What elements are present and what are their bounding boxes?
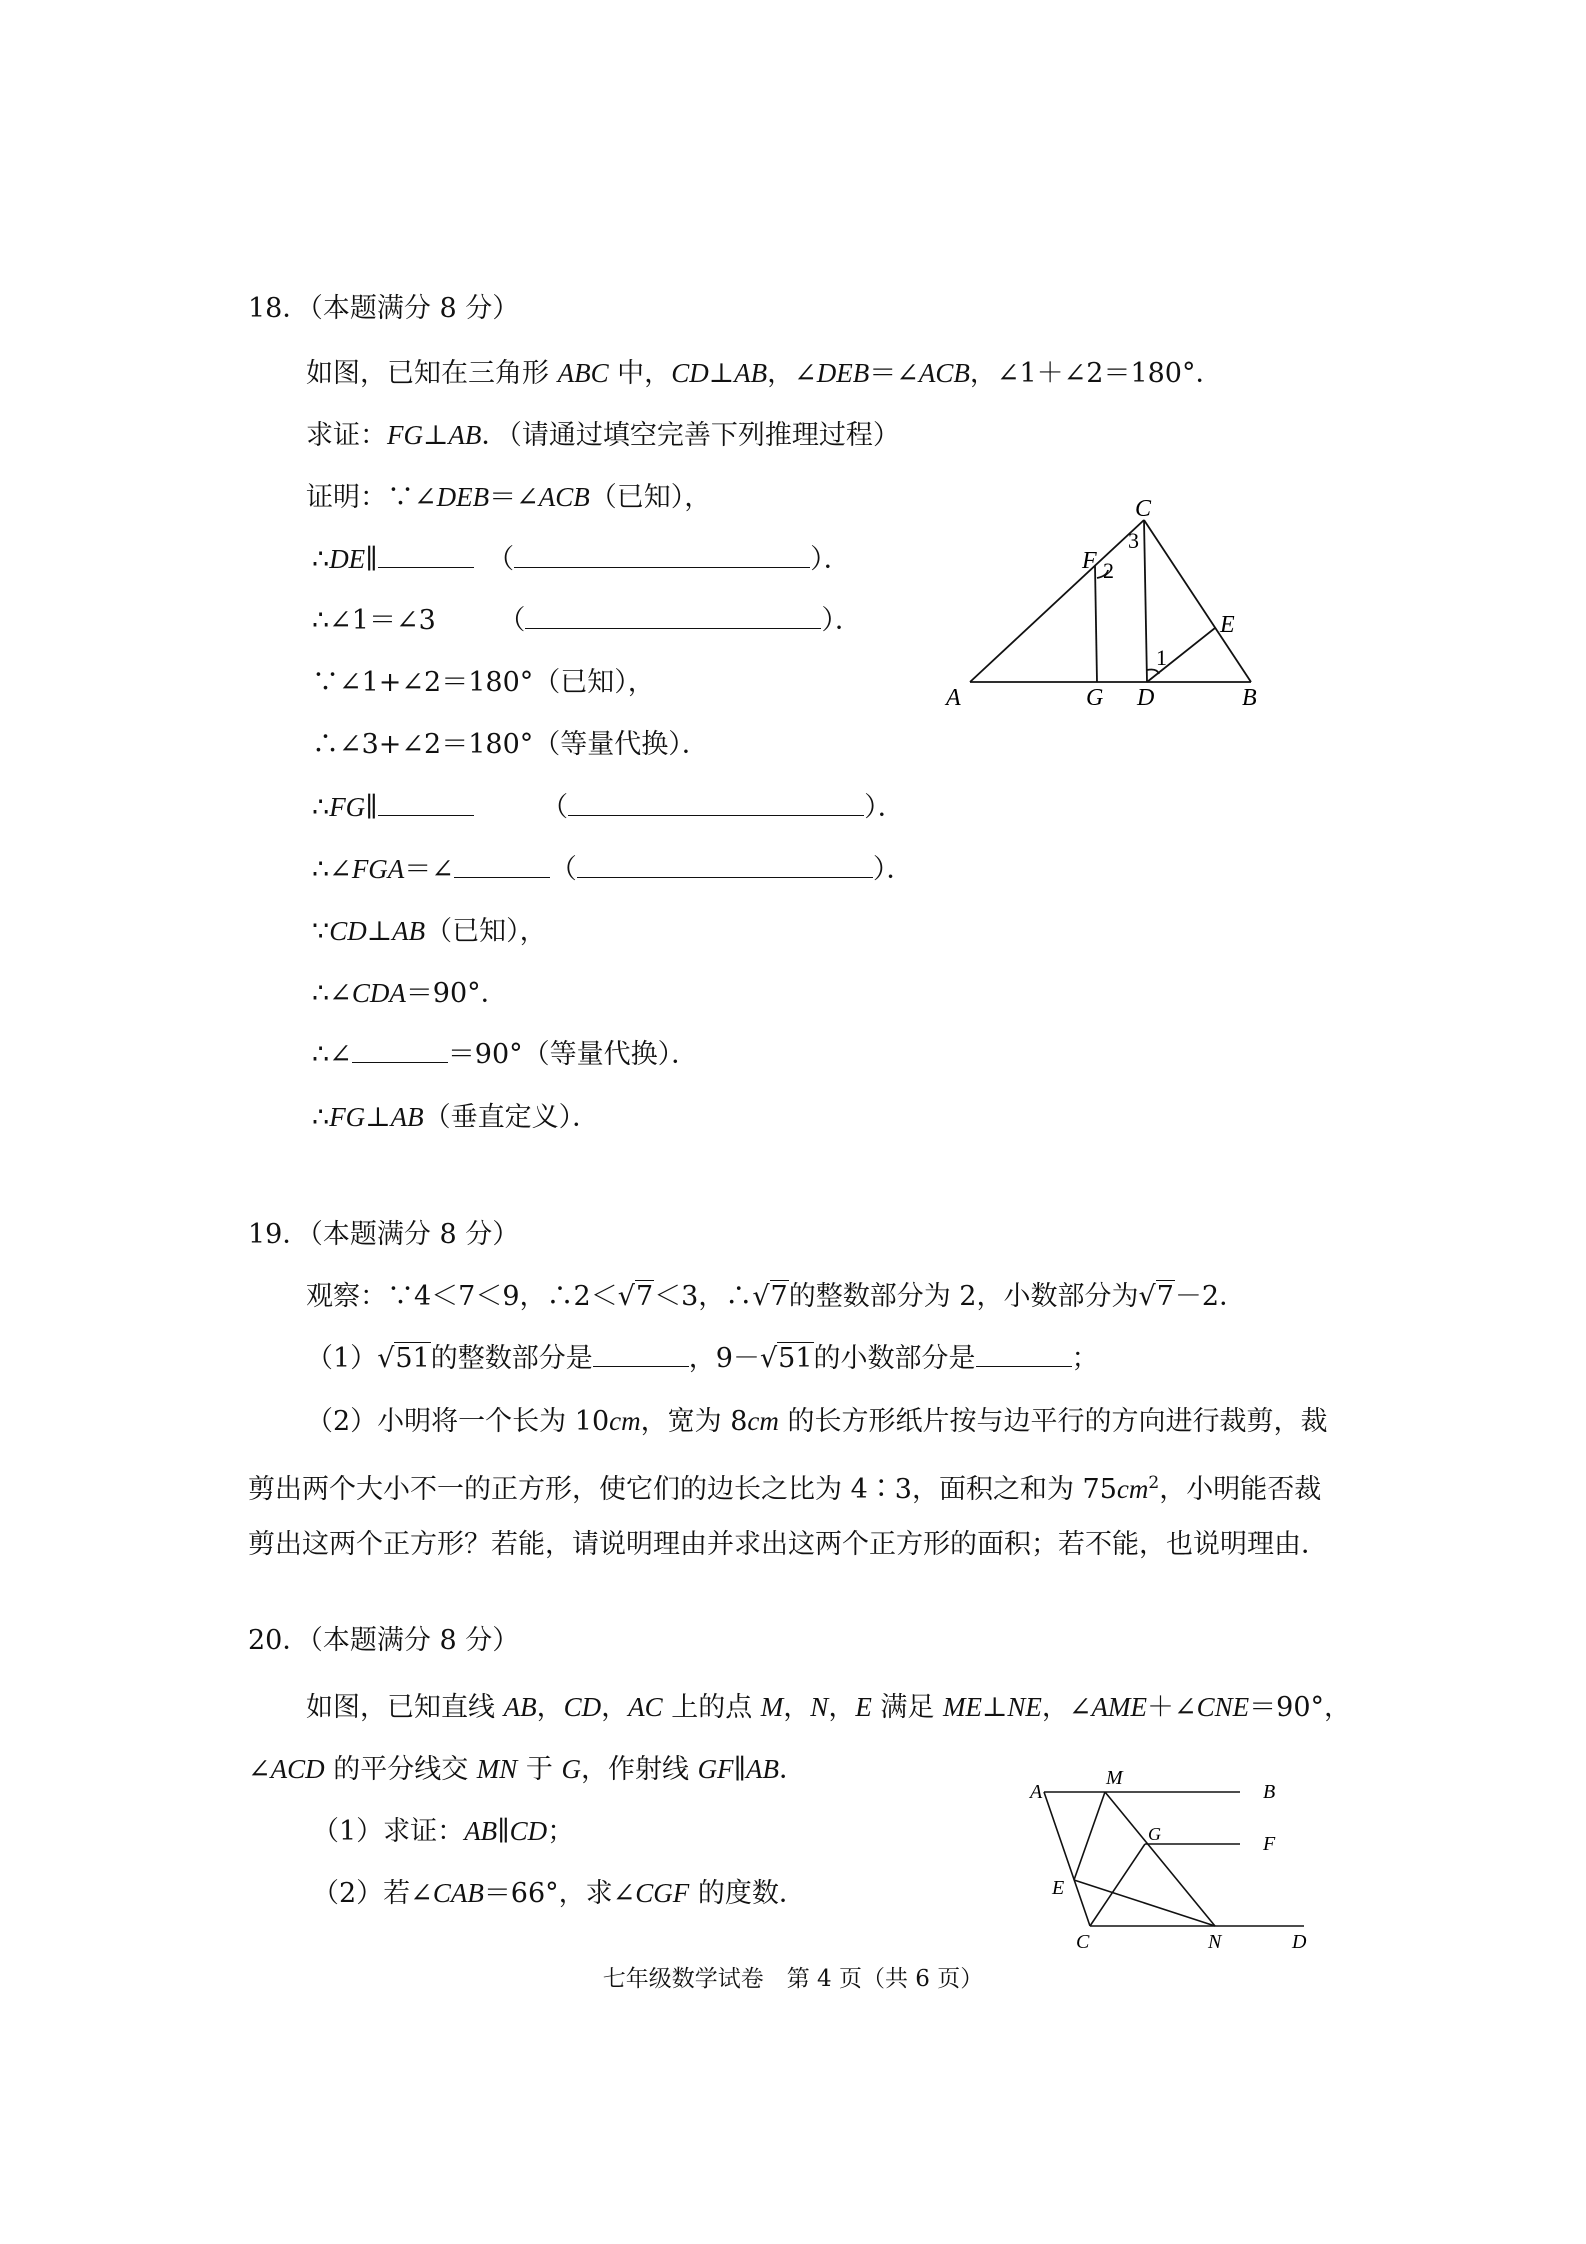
q20-figure bbox=[1010, 1760, 1340, 1960]
label-D: D bbox=[1137, 685, 1155, 711]
q18-prove: 求证：FG⊥AB．（请通过填空完善下列推理过程） bbox=[306, 420, 900, 451]
q18-step-8: ∵CD⊥AB（已知）， bbox=[312, 916, 547, 947]
reason-blank[interactable] bbox=[525, 604, 821, 629]
q18-step-1: 证明：∵∠DEB＝∠ACB（已知）， bbox=[306, 482, 712, 513]
q18-given: 如图，已知在三角形 ABC 中，CD⊥AB，∠DEB＝∠ACB，∠1＋∠2＝180°． bbox=[306, 358, 1223, 389]
reason-blank[interactable] bbox=[577, 853, 873, 878]
q19-part2-line1: （2）小明将一个长为 10cm，宽为 8cm 的长方形纸片按与边平行的方向进行裁剪，裁 bbox=[306, 1406, 1328, 1437]
label-3: 3 bbox=[1128, 528, 1139, 553]
label-N: N bbox=[1208, 1931, 1222, 1953]
triangle-diagram bbox=[940, 490, 1280, 720]
q18-step-9: ∴∠CDA＝90°． bbox=[312, 978, 508, 1009]
answer-blank[interactable] bbox=[976, 1342, 1072, 1367]
reason-blank[interactable] bbox=[568, 791, 864, 816]
q18-header: 18．（本题满分 8 分） bbox=[248, 293, 520, 324]
q19-observe: 观察：∵4＜7＜9，∴2＜√7＜3，∴√7的整数部分为 2，小数部分为√7－2． bbox=[306, 1281, 1247, 1312]
label-G: G bbox=[1086, 685, 1104, 711]
q18-step-6: ∴FG∥ （ ）． bbox=[312, 792, 905, 823]
q18-step-2: ∴DE∥ （ ）． bbox=[312, 544, 851, 575]
q18-step-5: ∴∠3+∠2＝180°（等量代换）． bbox=[312, 729, 709, 760]
label-B: B bbox=[1242, 685, 1257, 711]
label-E: E bbox=[1220, 612, 1235, 638]
answer-blank[interactable] bbox=[454, 853, 550, 878]
label-F: F bbox=[1082, 548, 1097, 574]
q19-header: 19．（本题满分 8 分） bbox=[248, 1219, 520, 1250]
q18-step-11: ∴FG⊥AB（垂直定义）． bbox=[312, 1102, 600, 1133]
q20-line2: ∠ACD 的平分线交 MN 于 G，作射线 GF∥AB． bbox=[248, 1754, 807, 1785]
q19-part2-line2: 剪出两个大小不一的正方形，使它们的边长之比为 4∶3，面积之和为 $75cm^2$，小明能否裁 bbox=[248, 1473, 1322, 1505]
label-E: E bbox=[1052, 1877, 1065, 1899]
q19-part1: （1）√51的整数部分是 ，9－√51的小数部分是 ； bbox=[306, 1343, 1099, 1374]
q20-part1: （1）求证：AB∥CD； bbox=[312, 1816, 575, 1847]
answer-blank[interactable] bbox=[378, 791, 474, 816]
label-F: F bbox=[1263, 1833, 1276, 1855]
label-1: 1 bbox=[1156, 645, 1167, 670]
label-A: A bbox=[946, 685, 961, 711]
label-2: 2 bbox=[1103, 558, 1114, 583]
q18-figure bbox=[940, 490, 1280, 720]
label-G: G bbox=[1148, 1824, 1161, 1844]
label-A: A bbox=[1030, 1781, 1043, 1803]
label-C: C bbox=[1135, 496, 1152, 522]
q18-step-7: ∴∠FGA＝∠ （ ）． bbox=[312, 854, 914, 885]
answer-blank[interactable] bbox=[593, 1342, 689, 1367]
q18-step-4: ∵∠1+∠2＝180°（已知）， bbox=[312, 667, 655, 698]
q20-part2: （2）若∠CAB＝66°，求∠CGF 的度数． bbox=[312, 1878, 806, 1909]
q18-step-10: ∴∠ ＝90°（等量代换）． bbox=[312, 1039, 699, 1070]
label-C: C bbox=[1076, 1931, 1090, 1953]
q18-step-3: ∴∠1＝∠3 （ ）． bbox=[312, 605, 862, 636]
reason-blank[interactable] bbox=[514, 543, 810, 568]
q20-header: 20．（本题满分 8 分） bbox=[248, 1625, 520, 1656]
page-footer: 七年级数学试卷 第 4 页（共 6 页） bbox=[602, 1966, 984, 1992]
answer-blank[interactable] bbox=[378, 543, 474, 568]
q19-part2-line3: 剪出这两个正方形？若能，请说明理由并求出这两个正方形的面积；若不能，也说明理由． bbox=[248, 1529, 1328, 1560]
label-D: D bbox=[1292, 1931, 1307, 1953]
label-B: B bbox=[1263, 1781, 1276, 1803]
q20-line1: 如图，已知直线 AB，CD，AC 上的点 M，N，E 满足 ME⊥NE，∠AME＋∠CNE＝90°， bbox=[306, 1692, 1351, 1723]
label-M: M bbox=[1106, 1767, 1123, 1789]
parallel-lines-diagram bbox=[1010, 1760, 1340, 1960]
answer-blank[interactable] bbox=[352, 1038, 448, 1063]
